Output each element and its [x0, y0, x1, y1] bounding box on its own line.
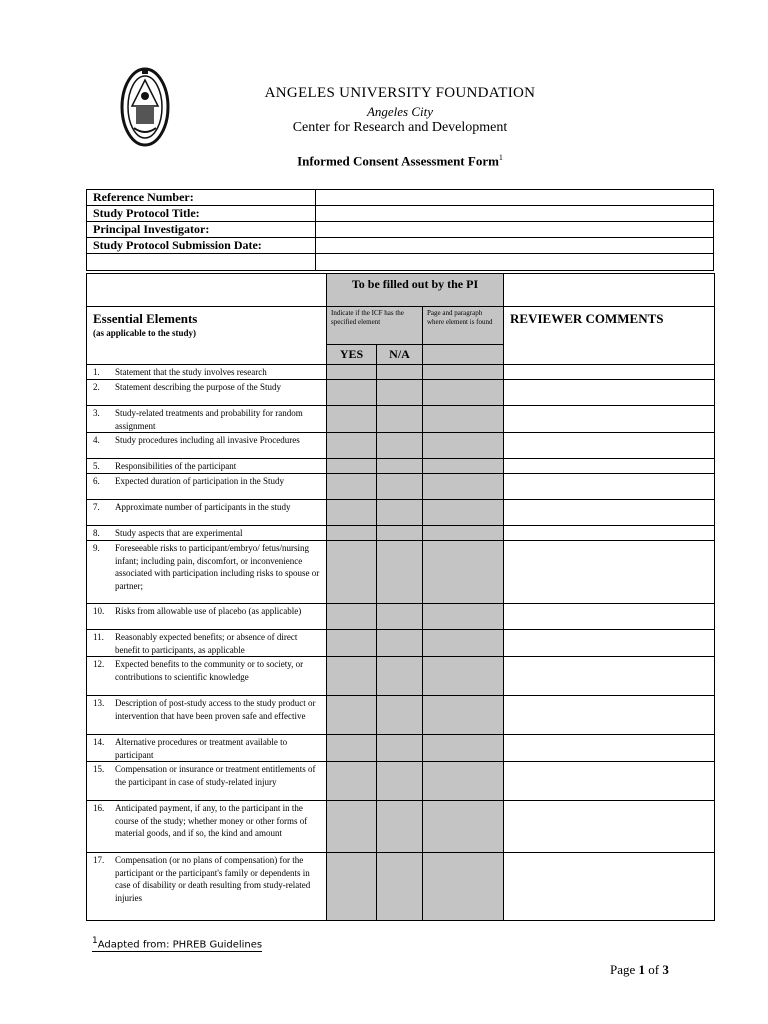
- page-paragraph-cell[interactable]: [423, 630, 504, 657]
- reviewer-comment-cell[interactable]: [504, 541, 715, 604]
- element-number: 16.: [93, 803, 105, 813]
- yes-cell[interactable]: [327, 735, 377, 762]
- yes-cell[interactable]: [327, 380, 377, 406]
- element-number: 10.: [93, 606, 105, 616]
- element-text: Alternative procedures or treatment available to participant: [115, 737, 288, 760]
- element-row: [87, 696, 715, 735]
- protocol-info-table: [86, 189, 714, 271]
- reviewer-comment-cell[interactable]: [504, 380, 715, 406]
- element-number: 3.: [93, 408, 100, 418]
- element-label: [87, 474, 327, 500]
- element-text: Expected benefits to the community or to society, or contributions to scientific knowledge: [115, 659, 304, 682]
- form-title: Informed Consent Assessment Form$^1$: [297, 153, 503, 169]
- info-label: [87, 254, 316, 271]
- na-cell[interactable]: [377, 380, 423, 406]
- element-label: [87, 657, 327, 696]
- page-paragraph-cell[interactable]: [423, 657, 504, 696]
- yes-cell[interactable]: [327, 604, 377, 630]
- city-name: Angeles City: [366, 104, 434, 119]
- yes-cell[interactable]: [327, 526, 377, 541]
- reviewer-comment-cell[interactable]: [504, 853, 715, 921]
- reviewer-comment-cell[interactable]: [504, 500, 715, 526]
- na-cell[interactable]: [377, 541, 423, 604]
- na-cell[interactable]: [377, 365, 423, 380]
- yes-cell[interactable]: [327, 500, 377, 526]
- current-page: 1: [638, 962, 646, 977]
- element-number: 11.: [93, 632, 104, 642]
- blank-header-cell: [87, 274, 327, 307]
- essential-elements-header: Essential Elements (as applicable to the study): [87, 307, 327, 365]
- center-name: Center for Research and Development: [292, 120, 508, 135]
- element-row: [87, 380, 715, 406]
- element-text: Statement that the study involves research: [115, 367, 267, 377]
- element-text: Approximate number of participants in the study: [115, 502, 291, 512]
- footnote-text: Adapted from: PHREB Guidelines: [97, 939, 263, 951]
- reviewer-comment-cell[interactable]: [504, 735, 715, 762]
- reviewer-comment-cell[interactable]: [504, 474, 715, 500]
- element-text: Anticipated payment, if any, to the participant in the course of the study; whether money or other forms of material goods, and if so, the kind and amount: [115, 803, 308, 838]
- element-number: 4.: [93, 435, 100, 445]
- element-number: 5.: [93, 461, 100, 471]
- yes-cell[interactable]: [327, 365, 377, 380]
- element-row: [87, 474, 715, 500]
- element-row: [87, 365, 715, 380]
- yes-cell[interactable]: [327, 762, 377, 801]
- element-number: 1.: [93, 367, 100, 377]
- page-paragraph-cell[interactable]: [423, 696, 504, 735]
- reviewer-comment-cell[interactable]: [504, 657, 715, 696]
- organization-name: ANGELES UNIVERSITY FOUNDATION: [264, 85, 536, 101]
- essential-elements-table: [86, 273, 715, 921]
- reviewer-comment-cell[interactable]: [504, 801, 715, 853]
- na-cell[interactable]: [377, 630, 423, 657]
- element-row: [87, 657, 715, 696]
- yes-cell[interactable]: [327, 459, 377, 474]
- element-row: [87, 541, 715, 604]
- na-cell[interactable]: [377, 762, 423, 801]
- element-number: 15.: [93, 764, 105, 774]
- reviewer-comment-cell[interactable]: [504, 630, 715, 657]
- na-column-header: N/A: [377, 345, 423, 365]
- na-cell[interactable]: [377, 459, 423, 474]
- yes-cell[interactable]: [327, 696, 377, 735]
- element-label: [87, 541, 327, 604]
- yes-cell[interactable]: [327, 630, 377, 657]
- element-row: [87, 604, 715, 630]
- element-label: [87, 604, 327, 630]
- element-text: Description of post-study access to the study product or intervention that have been proven safe and effective: [115, 698, 316, 721]
- element-label: [87, 365, 327, 380]
- element-row: [87, 735, 715, 762]
- element-row: [87, 801, 715, 853]
- footnote: [92, 936, 262, 952]
- element-row: [87, 853, 715, 921]
- yes-cell[interactable]: [327, 541, 377, 604]
- na-cell[interactable]: [377, 735, 423, 762]
- reviewer-comment-cell[interactable]: [504, 696, 715, 735]
- footnote-marker: 1: [92, 936, 98, 946]
- element-text: Compensation (or no plans of compensation) for the participant or the participant's family or dependents in case of disability or death resulting from study-related injuries: [115, 855, 311, 903]
- element-label: [87, 526, 327, 541]
- element-text: Statement describing the purpose of the Study: [115, 382, 281, 392]
- reviewer-comments-header: REVIEWER COMMENTS: [504, 307, 715, 365]
- title-footnote-marker: 1: [498, 153, 503, 162]
- element-text: Study procedures including all invasive Procedures: [115, 435, 300, 445]
- reviewer-comment-cell[interactable]: [504, 459, 715, 474]
- element-text: Risks from allowable use of placebo (as applicable): [115, 606, 302, 616]
- element-label: [87, 801, 327, 853]
- element-number: 2.: [93, 382, 100, 392]
- element-row: [87, 630, 715, 657]
- page-paragraph-cell[interactable]: [423, 433, 504, 459]
- blank-header-cell-right: [504, 274, 715, 307]
- page-paragraph-cell[interactable]: [423, 541, 504, 604]
- element-number: 7.: [93, 502, 100, 512]
- element-number: 6.: [93, 476, 100, 486]
- element-label: [87, 433, 327, 459]
- info-row: [87, 254, 714, 271]
- element-label: [87, 380, 327, 406]
- na-cell[interactable]: [377, 853, 423, 921]
- page-paragraph-cell[interactable]: [423, 735, 504, 762]
- yes-cell[interactable]: [327, 801, 377, 853]
- reviewer-comment-cell[interactable]: [504, 365, 715, 380]
- element-label: [87, 735, 327, 762]
- element-text: Compensation or insurance or treatment entitlements of the participant in case of study-related injury: [115, 764, 316, 787]
- page-paragraph-cell[interactable]: [423, 474, 504, 500]
- element-text: Expected duration of participation in the Study: [115, 476, 284, 486]
- element-label: [87, 630, 327, 657]
- element-number: 14.: [93, 737, 105, 747]
- na-cell[interactable]: [377, 657, 423, 696]
- reviewer-comment-cell[interactable]: [504, 406, 715, 433]
- page-paragraph-note: Page and paragraph where element is found: [423, 307, 504, 345]
- reviewer-comment-cell[interactable]: [504, 526, 715, 541]
- info-label: Study Protocol Title:: [87, 206, 316, 222]
- page-paragraph-cell[interactable]: [423, 459, 504, 474]
- info-value-field[interactable]: [316, 206, 714, 222]
- page-paragraph-cell[interactable]: [423, 500, 504, 526]
- info-row: [87, 238, 714, 254]
- element-row: [87, 406, 715, 433]
- yes-cell[interactable]: [327, 853, 377, 921]
- page-paragraph-cell[interactable]: [423, 406, 504, 433]
- element-label: [87, 762, 327, 801]
- na-cell[interactable]: [377, 500, 423, 526]
- na-cell[interactable]: [377, 433, 423, 459]
- page-column-header-blank: [423, 345, 504, 365]
- total-pages: 3: [662, 962, 669, 977]
- indicate-note: Indicate if the ICF has the specified element: [327, 307, 423, 345]
- info-value-field[interactable]: [316, 222, 714, 238]
- page-paragraph-cell[interactable]: [423, 526, 504, 541]
- na-cell[interactable]: [377, 801, 423, 853]
- info-row: [87, 222, 714, 238]
- info-label: Study Protocol Submission Date:: [87, 238, 316, 254]
- na-cell[interactable]: [377, 474, 423, 500]
- element-label: [87, 500, 327, 526]
- info-value-field[interactable]: [316, 254, 714, 271]
- element-row: [87, 500, 715, 526]
- essential-elements-subtitle: (as applicable to the study): [93, 328, 197, 338]
- info-value-field[interactable]: [316, 190, 714, 206]
- element-label: [87, 406, 327, 433]
- element-text: Study-related treatments and probability for random assignment: [115, 408, 303, 431]
- page-paragraph-cell[interactable]: [423, 365, 504, 380]
- yes-cell[interactable]: [327, 657, 377, 696]
- page-paragraph-cell[interactable]: [423, 801, 504, 853]
- info-label: Reference Number:: [87, 190, 316, 206]
- element-row: [87, 762, 715, 801]
- page-paragraph-cell[interactable]: [423, 604, 504, 630]
- element-text: Foreseeable risks to participant/embryo/ fetus/nursing infant; including pain, discomfort, or inconvenience associated with participation including risks to spouse or partner;: [115, 543, 320, 591]
- element-row: [87, 459, 715, 474]
- yes-cell[interactable]: [327, 474, 377, 500]
- na-cell[interactable]: [377, 604, 423, 630]
- reviewer-comment-cell[interactable]: [504, 433, 715, 459]
- page-paragraph-cell[interactable]: [423, 762, 504, 801]
- element-row: [87, 526, 715, 541]
- info-label: Principal Investigator:: [87, 222, 316, 238]
- pi-section-header: To be filled out by the PI: [327, 274, 504, 307]
- na-cell[interactable]: [377, 406, 423, 433]
- element-number: 17.: [93, 855, 105, 865]
- reviewer-comment-cell[interactable]: [504, 762, 715, 801]
- element-number: 13.: [93, 698, 105, 708]
- university-seal-logo: [120, 66, 170, 148]
- page-number: Page 1 of 3: [610, 962, 669, 977]
- na-cell[interactable]: [377, 696, 423, 735]
- page-paragraph-cell[interactable]: [423, 853, 504, 921]
- info-value-field[interactable]: [316, 238, 714, 254]
- element-number: 12.: [93, 659, 105, 669]
- yes-cell[interactable]: [327, 433, 377, 459]
- element-text: Responsibilities of the participant: [115, 461, 237, 471]
- element-label: [87, 696, 327, 735]
- element-number: 8.: [93, 528, 100, 538]
- yes-column-header: YES: [327, 345, 377, 365]
- na-cell[interactable]: [377, 526, 423, 541]
- info-row: [87, 190, 714, 206]
- yes-cell[interactable]: [327, 406, 377, 433]
- element-label: [87, 459, 327, 474]
- page-paragraph-cell[interactable]: [423, 380, 504, 406]
- element-text: Study aspects that are experimental: [115, 528, 243, 538]
- element-number: 9.: [93, 543, 100, 553]
- element-row: [87, 433, 715, 459]
- reviewer-comment-cell[interactable]: [504, 604, 715, 630]
- element-label: [87, 853, 327, 921]
- info-row: [87, 206, 714, 222]
- element-text: Reasonably expected benefits; or absence of direct benefit to participants, as applicable: [115, 632, 298, 655]
